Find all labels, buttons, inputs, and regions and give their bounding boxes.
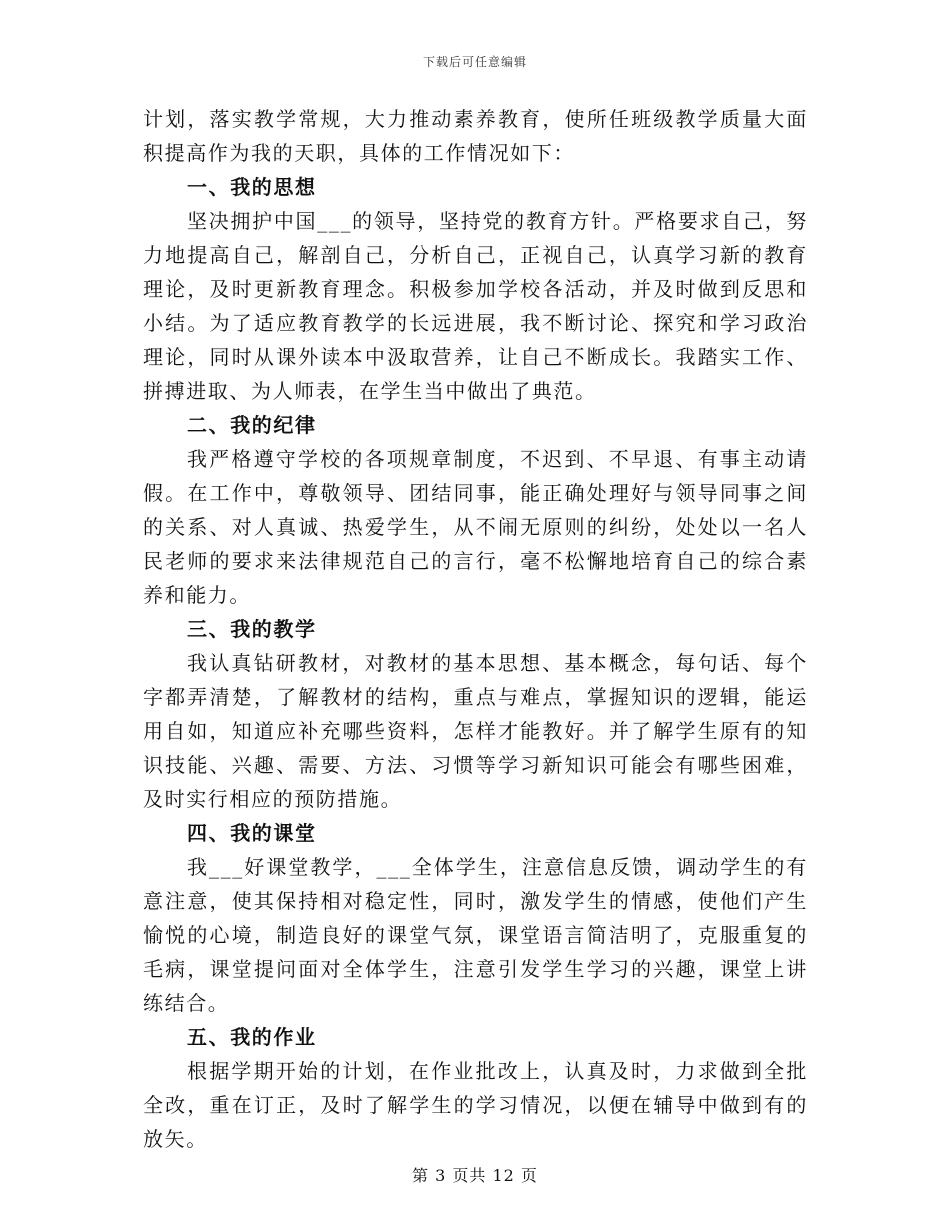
document-body bbox=[143, 102, 808, 1156]
section-heading-discipline: 二、我的纪律 bbox=[187, 413, 317, 437]
section-heading-teaching: 三、我的教学 bbox=[187, 617, 317, 641]
section-paragraph-discipline: 我严格遵守学校的各项规章制度，不迟到、不早退、有事主动请假。在工作中，尊敬领导、团结同事，能正确处理好与领导同事之间的关系、对人真诚、热爱学生，从不闹无原则的纠纷，处处以一名人民老师的要求来法律规范自己的言行，毫不松懈地培育自己的综合素养和能力。 bbox=[143, 447, 808, 607]
section-heading-classroom: 四、我的课堂 bbox=[187, 821, 317, 845]
intro-paragraph: 计划，落实教学常规，大力推动素养教育，使所任班级教学质量大面积提高作为我的天职，具体的工作情况如下： bbox=[143, 107, 808, 165]
section-heading-homework: 五、我的作业 bbox=[187, 1025, 317, 1049]
page-number: 第 3 页共 12 页 bbox=[412, 1166, 538, 1185]
page-header-note: 下载后可任意编辑 bbox=[422, 55, 527, 69]
section-paragraph-homework: 根据学期开始的计划，在作业批改上，认真及时，力求做到全批全改，重在订正，及时了解学生的学习情况，以便在辅导中做到有的放矢。 bbox=[143, 1059, 808, 1151]
section-paragraph-thought: 坚决拥护中国___的领导，坚持党的教育方针。严格要求自己，努力地提高自己，解剖自己，分析自己，正视自己，认真学习新的教育理论，及时更新教育理念。积极参加学校各活动，并及时做到反思和小结。为了适应教育教学的长远进展，我不断讨论、探究和学习政治理论，同时从课外读本中汲取营养，让自己不断成长。我踏实工作、拼搏进取、为人师表，在学生当中做出了典范。 bbox=[143, 209, 808, 403]
section-paragraph-classroom: 我___好课堂教学，___全体学生，注意信息反馈，调动学生的有意注意，使其保持相对稳定性，同时，激发学生的情感，使他们产生愉悦的心境，制造良好的课堂气氛，课堂语言简洁明了，克服重复的毛病，课堂提问面对全体学生，注意引发学生学习的兴趣，课堂上讲练结合。 bbox=[143, 855, 808, 1015]
section-heading-thought: 一、我的思想 bbox=[187, 175, 317, 199]
section-paragraph-teaching: 我认真钻研教材，对教材的基本思想、基本概念，每句话、每个字都弄清楚，了解教材的结构，重点与难点，掌握知识的逻辑，能运用自如，知道应补充哪些资料，怎样才能教好。并了解学生原有的知识技能、兴趣、需要、方法、习惯等学习新知识可能会有哪些困难，及时实行相应的预防措施。 bbox=[143, 651, 808, 811]
